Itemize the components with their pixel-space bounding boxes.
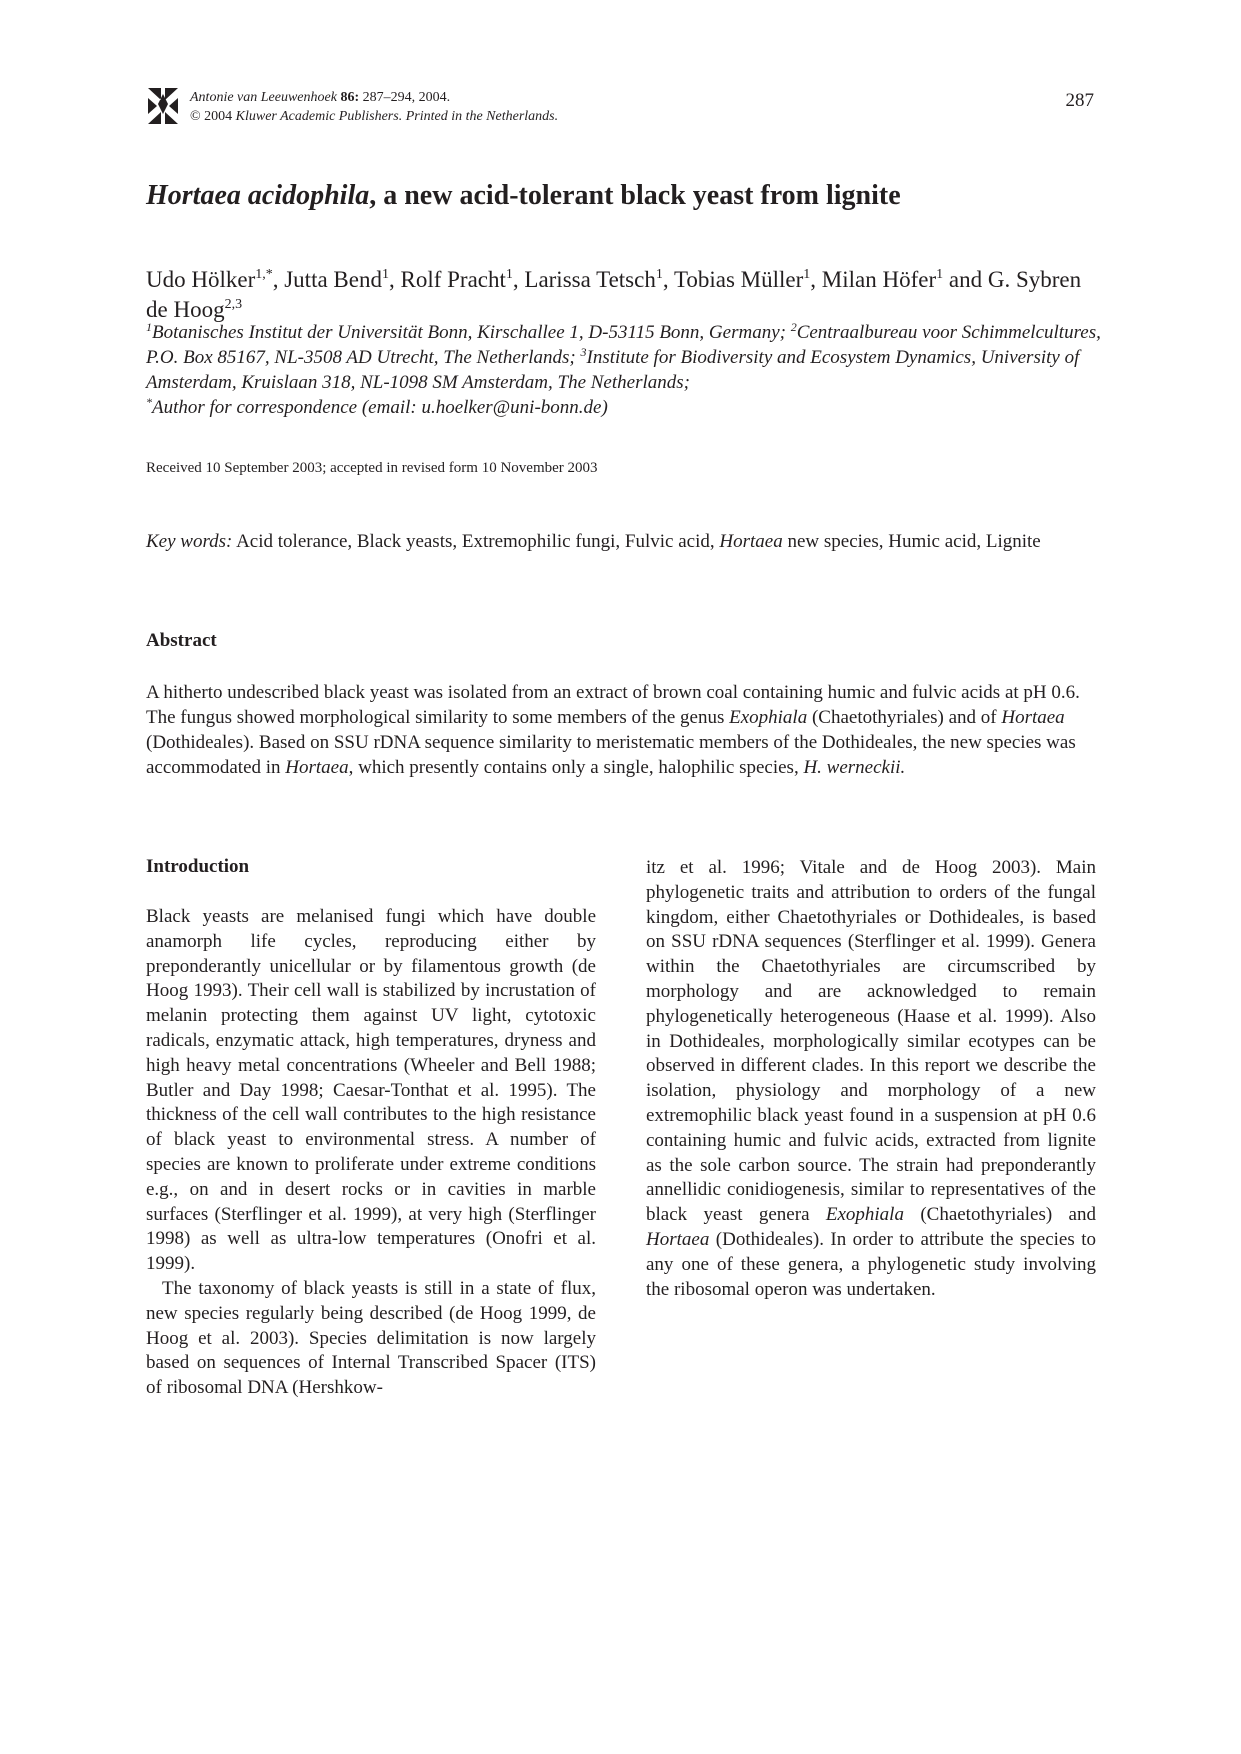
intro-paragraph-2: The taxonomy of black yeasts is still in a state of flux, new species regularly being described (de Hoog 1999, de Hoog et al. 2003). Species delimitation is now largely based on sequences of Internal Transcribed Spacer (ITS) of ribosomal DNA (Hershkow- xyxy=(146,1277,596,1399)
author-sup: 1 xyxy=(381,267,389,282)
affiliation-3: Institute for Biodiversity and Ecosystem Dynamics, University of Amsterdam, Kruislaan 318, NL-1098 SM Amsterdam, The Netherlands; xyxy=(146,347,1080,393)
author: Jutta Bend xyxy=(284,267,382,292)
author-sup: 2,3 xyxy=(224,297,243,312)
author: Larissa Tetsch xyxy=(524,267,656,292)
correspondence: Author for correspondence (email: u.hoelker@uni-bonn.de) xyxy=(152,397,608,418)
journal-pages-year: 287–294, 2004. xyxy=(359,90,451,105)
abstract-italic: Exophiala xyxy=(729,707,808,728)
title-rest: , a new acid-tolerant black yeast from lignite xyxy=(369,180,901,211)
affil-sup: 3 xyxy=(580,345,587,359)
intro-column-left xyxy=(146,905,596,1401)
author-sep: , xyxy=(512,267,525,292)
introduction-heading: Introduction xyxy=(146,856,250,877)
received-dates: Received 10 September 2003; accepted in revised form 10 November 2003 xyxy=(146,460,598,476)
copyright-prefix: © 2004 xyxy=(190,109,236,124)
abstract-span: , which presently contains only a single, halophilic species, xyxy=(348,757,804,778)
affiliations xyxy=(146,320,1106,420)
author: Tobias Müller xyxy=(673,267,804,292)
abstract-span: A hitherto undescribed black yeast was isolated from an extract of brown coal containing humic and fulvic acids at pH 0.6. The fungus showed morphological similarity to some members of the genus xyxy=(146,682,1080,728)
author: Udo Hölker xyxy=(146,267,256,292)
keywords xyxy=(146,529,1096,554)
article-title xyxy=(146,180,901,212)
keywords-label: Key words: xyxy=(146,531,233,552)
author-sep: , xyxy=(272,267,285,292)
journal-name: Antonie van Leeuwenhoek xyxy=(190,90,337,105)
abstract-span: (Chaetothyriales) and of xyxy=(807,707,1002,728)
keywords-text: Acid tolerance, Black yeasts, Extremophilic fungi, Fulvic acid, xyxy=(232,531,720,552)
author: Rolf Pracht xyxy=(400,267,506,292)
intro-column-right xyxy=(646,856,1096,1302)
intro-span: (Chaetothyriales) and xyxy=(903,1204,1096,1226)
intro-paragraph-1: Black yeasts are melanised fungi which have double anamorph life cycles, reproducing either by preponderantly unicellular or by filamentous growth (de Hoog 1993). Their cell wall is stabilized by incrustation of melanin protecting them against UV light, cytotoxic radicals, enzymatic attack, high temperatures, dryness and high heavy metal concentrations (Wheeler and Bell 1988; Butler and Day 1998; Caesar-Tonthat et al. 1995). The thickness of the cell wall contributes to the high resistance of black yeast to environmental stress. A number of species are known to proliferate under extreme conditions e.g., on and in desert rocks or in cavities in marble surfaces (Sterflinger et al. 1999), at very high (Sterflinger 1998) as well as ultra-low temperatures (Onofri et al. 1999). xyxy=(146,906,596,1275)
affil-sup: 1 xyxy=(146,320,152,334)
affiliation-2: Centraalbureau voor Schimmelcultures, P.O. Box 85167, NL-3508 AD Utrecht, The Netherlands; xyxy=(146,322,1101,368)
author-sup: 1 xyxy=(936,267,944,282)
abstract-italic: Hortaea xyxy=(285,757,349,778)
author: Milan Höfer xyxy=(821,267,937,292)
author-sup: 1,* xyxy=(255,267,273,282)
journal-volume: 86: xyxy=(340,90,360,105)
title-species: Hortaea acidophila xyxy=(146,180,370,211)
intro-italic: Hortaea xyxy=(646,1228,710,1250)
corr-sup: * xyxy=(146,395,152,409)
intro-span: itz et al. 1996; Vitale and de Hoog 2003). Main phylogenetic traits and attribution to orders of the fungal kingdom, either Chaetothyriales or Dothideales, is based on SSU rDNA sequences (Sterflinger et al. 1999). Genera within the Chaetothyriales are circumscribed by morphology and are acknowledged to remain phylogenetically heterogeneous (Haase et al. 1999). Also in Dothideales, morphologically similar ecotypes can be observed in different clades. In this report we describe the isolation, physiology and morphology of a new extremophilic black yeast found in a suspension at pH 0.6 containing humic and fulvic acids, extracted from lignite as the sole carbon source. The strain had preponderantly annellidic conidiogenesis, similar to representatives of the black yeast genera xyxy=(646,857,1096,1226)
intro-span: (Dothideales). In order to attribute the species to any one of these genera, a phylogenetic study involving the ribosomal operon was undertaken. xyxy=(646,1228,1096,1300)
intro-italic: Exophiala xyxy=(825,1204,904,1226)
keywords-text: new species, Humic acid, Lignite xyxy=(782,531,1041,552)
keywords-genus: Hortaea xyxy=(719,531,783,552)
journal-citation xyxy=(190,88,558,126)
author-sup: 1 xyxy=(505,267,513,282)
author-sep: , xyxy=(810,267,822,292)
author-sep: and xyxy=(943,267,988,292)
author-list xyxy=(146,265,1096,325)
abstract-span: (Dothideales). Based on SSU rDNA sequence similarity to meristematic members of the Dothideales, the new species was accommodated in xyxy=(146,732,1076,778)
page-number: 287 xyxy=(1065,90,1094,111)
publisher-logo-icon xyxy=(146,86,180,126)
abstract-italic: Hortaea xyxy=(1001,707,1065,728)
affiliation-1: Botanisches Institut der Universität Bonn, Kirschallee 1, D-53115 Bonn, Germany; xyxy=(152,322,791,343)
affil-sup: 2 xyxy=(790,320,797,334)
author-sup: 1 xyxy=(655,267,663,282)
intro-paragraph-continued xyxy=(646,856,1096,1302)
abstract-text xyxy=(146,680,1096,780)
copyright-text: Kluwer Academic Publishers. Printed in the Netherlands. xyxy=(235,109,559,124)
abstract-italic: H. werneckii. xyxy=(803,757,906,778)
author-sep: , xyxy=(388,267,401,292)
abstract-heading: Abstract xyxy=(146,630,217,651)
author-sup: 1 xyxy=(803,267,811,282)
author: G. Sybren de Hoog xyxy=(146,267,1082,322)
author-sep: , xyxy=(662,267,674,292)
